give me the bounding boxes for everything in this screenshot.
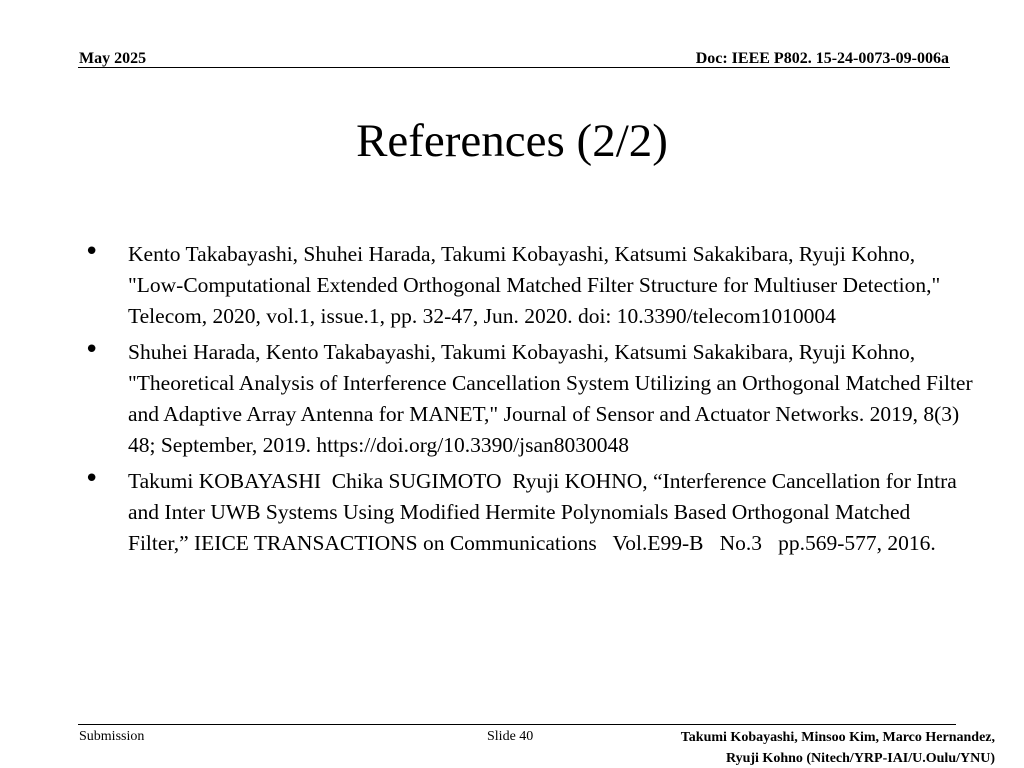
reference-item (84, 466, 974, 559)
header-date: May 2025 (79, 50, 147, 67)
footer-authors (681, 727, 995, 768)
header-doc-id: Doc: IEEE P802. 15-24-0073-09-006a (695, 50, 949, 67)
slide-title: References (2/2) (356, 115, 668, 167)
bullet-icon: • (84, 237, 100, 267)
reference-item (84, 239, 974, 332)
footer-divider (78, 724, 956, 725)
footer-submission: Submission (79, 729, 145, 744)
reference-text: Shuhei Harada, Kento Takabayashi, Takumi Kobayashi, Katsumi Sakakibara, Ryuji Kohno, "Theoretical Analysis of Interference Cancellation System Utilizing an Orthogonal Matched Filter and Adaptive Array Antenna for MANET," Journal of Sensor and Actuator Networks. 2019, 8(3) 48; September, 2019. https://doi.org/10.3390/jsan8030048 (128, 340, 973, 457)
reference-list (84, 239, 974, 564)
bullet-icon: • (84, 335, 100, 365)
reference-text: Takumi KOBAYASHI Chika SUGIMOTO Ryuji KOHNO, “Interference Cancellation for Intra and Inter UWB Systems Using Modified Hermite Polynomials Based Orthogonal Matched Filter,” IEICE TRANSACTIONS on Communications Vol.E99-B No.3 pp.569-577, 2016. (128, 469, 963, 555)
reference-item (84, 337, 974, 461)
bullet-icon: • (84, 464, 100, 494)
footer-authors-line2: Ryuji Kohno (Nitech/YRP-IAI/U.Oulu/YNU) (725, 751, 995, 766)
reference-text: Kento Takabayashi, Shuhei Harada, Takumi Kobayashi, Katsumi Sakakibara, Ryuji Kohno, "Low-Computational Extended Orthogonal Matched Filter Structure for Multiuser Detection," Telecom, 2020, vol.1, issue.1, pp. 32-47, Jun. 2020. doi: 10.3390/telecom1010004 (128, 242, 941, 328)
footer-authors-line1: Takumi Kobayashi, Minsoo Kim, Marco Hernandez, (680, 730, 995, 745)
header-divider (78, 67, 950, 68)
slide-number: Slide 40 (487, 729, 534, 744)
